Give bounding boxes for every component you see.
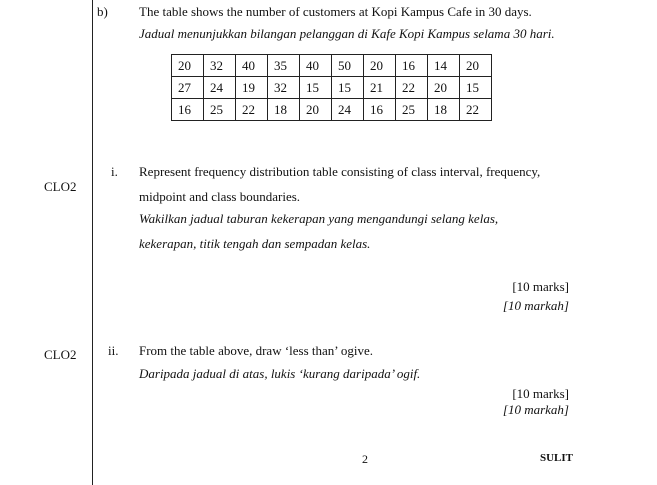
table-cell: 40 [236,55,268,77]
question-ii-text-ms: Daripada jadual di atas, lukis ‘kurang daripada’ ogif. [139,366,421,381]
table-cell: 25 [396,99,428,121]
table-cell: 25 [204,99,236,121]
page-number: 2 [362,452,368,466]
table-cell: 32 [204,55,236,77]
table-row [172,77,492,99]
table-cell: 15 [332,77,364,99]
table-cell: 18 [268,99,300,121]
question-i-number: i. [111,164,118,179]
question-i-text-en-1: Represent frequency distribution table consisting of class interval, frequency, [139,164,541,179]
table-cell: 22 [236,99,268,121]
table-cell: 50 [332,55,364,77]
classification-label: SULIT [540,452,574,464]
part-label: b) [97,4,108,19]
table-row [172,55,492,77]
question-i-marks-ms: [10 markah] [502,298,569,313]
table-cell: 15 [300,77,332,99]
customer-data-table [171,54,492,121]
clo-label-i: CLO2 [44,179,77,194]
table-cell: 19 [236,77,268,99]
table-cell: 40 [300,55,332,77]
question-i-text-en-2: midpoint and class boundaries. [139,189,301,204]
question-i-text-ms-1: Wakilkan jadual taburan kekerapan yang mengandungi selang kelas, [139,211,499,226]
intro-english: The table shows the number of customers at Kopi Kampus Cafe in 30 days. [139,4,532,19]
table-cell: 20 [300,99,332,121]
table-cell: 16 [172,99,204,121]
margin-rule [92,0,93,485]
question-i-marks-en: [10 marks] [512,279,569,294]
table-cell: 16 [364,99,396,121]
table-cell: 16 [396,55,428,77]
table-cell: 20 [460,55,492,77]
table-cell: 18 [428,99,460,121]
table-cell: 27 [172,77,204,99]
table-cell: 22 [460,99,492,121]
table-cell: 14 [428,55,460,77]
clo-label-ii: CLO2 [44,347,77,362]
question-ii-text-en: From the table above, draw ‘less than’ ogive. [139,343,374,358]
table-cell: 35 [268,55,300,77]
question-ii-marks-en: [10 marks] [512,386,569,401]
question-ii-marks-ms: [10 markah] [502,402,569,417]
intro-malay: Jadual menunjukkan bilangan pelanggan di Kafe Kopi Kampus selama 30 hari. [139,26,555,41]
table-cell: 20 [172,55,204,77]
table-cell: 24 [204,77,236,99]
question-i-text-ms-2: kekerapan, titik tengah dan sempadan kelas. [139,236,371,251]
question-ii-number: ii. [108,343,119,358]
table-row [172,99,492,121]
table-cell: 32 [268,77,300,99]
table-cell: 15 [460,77,492,99]
table-cell: 20 [428,77,460,99]
table-cell: 22 [396,77,428,99]
table-cell: 24 [332,99,364,121]
table-cell: 20 [364,55,396,77]
table-cell: 21 [364,77,396,99]
